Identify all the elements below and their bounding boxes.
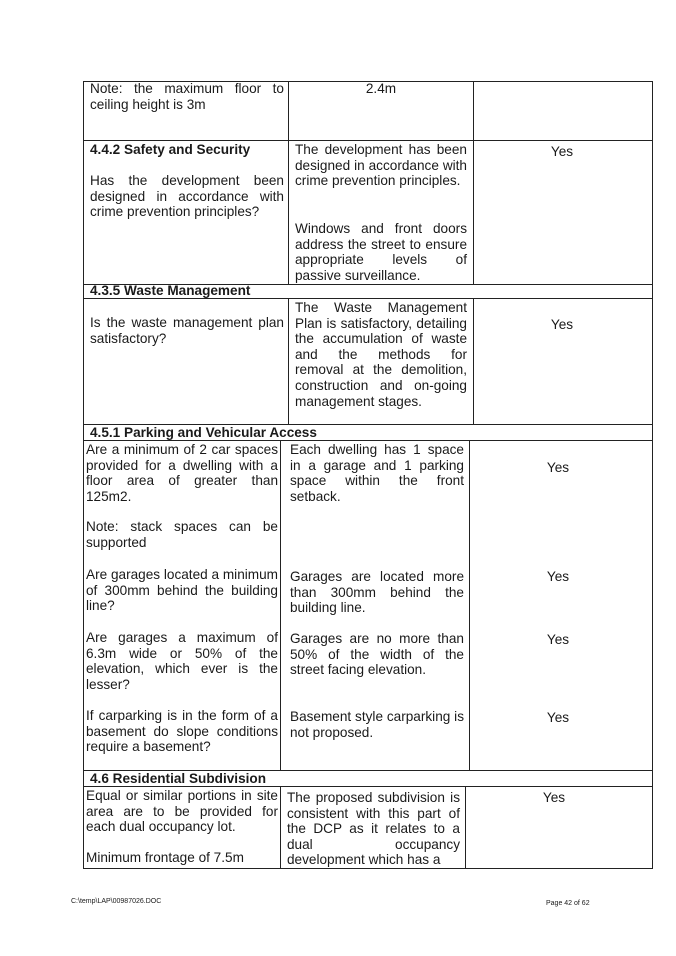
section-heading-safety: 4.4.2 Safety and Security — [90, 142, 251, 157]
column-divider — [473, 81, 474, 284]
parking-note-1: Note: stack spaces can be supported — [86, 519, 278, 550]
parking-question-2: Are garages located a minimum of 300mm behind the building line? — [86, 567, 278, 614]
parking-complies-4: Yes — [546, 710, 570, 725]
safety-response-1: The development has been designed in accordance with crime prevention principles. — [295, 142, 467, 189]
parking-question-3: Are garages a maximum of 6.3m wide or 50% of the elevation, which ever is the lesser? — [86, 630, 278, 692]
safety-response-2: Windows and front doors address the street to ensure appropriate levels of passive surveillance. — [295, 221, 467, 283]
parking-question-4: If carparking is in the form of a basement do slope conditions require a basement? — [86, 708, 278, 755]
column-divider — [473, 298, 474, 424]
waste-complies: Yes — [550, 317, 574, 332]
subdivision-complies: Yes — [542, 790, 566, 805]
row-rule — [83, 140, 653, 141]
section-heading-parking: 4.5.1 Parking and Vehicular Access — [90, 425, 317, 440]
row-rule — [83, 868, 653, 869]
section-heading-subdivision: 4.6 Residential Subdivision — [90, 771, 267, 786]
table-border-left — [83, 81, 84, 869]
parking-complies-1: Yes — [546, 460, 570, 475]
column-divider — [288, 81, 289, 284]
column-divider — [280, 786, 281, 869]
subdivision-question: Equal or similar portions in site area are to be provided for each dual occupancy lot. — [86, 788, 278, 835]
note-row-proposal: 2.4m — [365, 81, 397, 96]
safety-question: Has the development been designed in accordance with crime prevention principles? — [90, 173, 284, 220]
column-divider — [465, 786, 466, 869]
parking-question-1: Are a minimum of 2 car spaces provided for a dwelling with a floor area of greater than 125m2. — [86, 442, 278, 504]
column-divider — [469, 440, 470, 770]
table-border-right — [652, 81, 653, 869]
waste-question: Is the waste management plan satisfactory? — [90, 315, 284, 346]
section-heading-waste: 4.3.5 Waste Management — [90, 283, 251, 298]
parking-response-4: Basement style carparking is not proposed. — [290, 709, 464, 740]
subdivision-response: The proposed subdivision is consistent with this part of the DCP as it relates to a dual occupancy development which has a — [287, 790, 460, 868]
parking-response-3: Garages are no more than 50% of the width of the street facing elevation. — [290, 631, 464, 678]
parking-response-1: Each dwelling has 1 space in a garage and 1 parking space within the front setback. — [290, 442, 464, 504]
parking-complies-2: Yes — [546, 569, 570, 584]
footer-page-number: Page 42 of 62 — [546, 900, 590, 907]
column-divider — [280, 440, 281, 770]
subdivision-question-2: Minimum frontage of 7.5m — [86, 850, 244, 865]
footer-file-path: C:\temp\LAP\00987026.DOC — [71, 898, 162, 905]
column-divider — [288, 298, 289, 424]
safety-complies: Yes — [550, 144, 574, 159]
waste-response: The Waste Management Plan is satisfactory, detailing the accumulation of waste and the methods for removal at the demolition, construction and on-going management stages. — [295, 300, 467, 409]
parking-complies-3: Yes — [546, 632, 570, 647]
parking-response-2: Garages are located more than 300mm behind the building line. — [290, 569, 464, 616]
note-row-requirement: Note: the maximum floor to ceiling height is 3m — [90, 81, 284, 112]
